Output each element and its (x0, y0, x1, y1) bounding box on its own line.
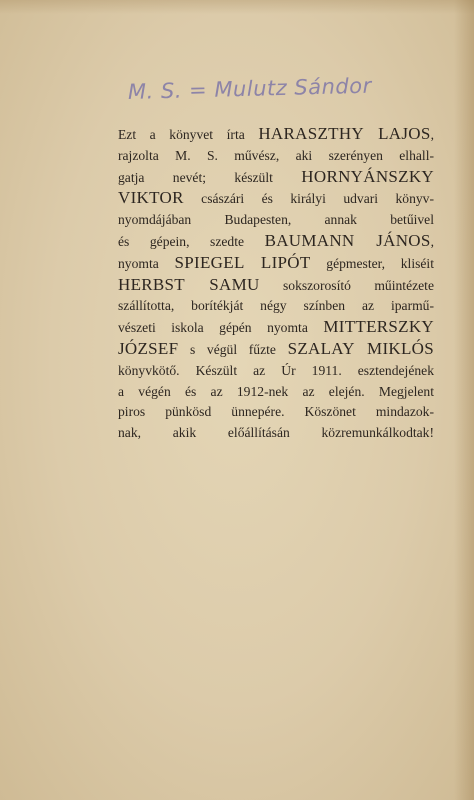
colophon-text-segment: , (430, 127, 434, 142)
colophon-text-segment: gatja nevét; készült (118, 169, 302, 185)
colophon-text-segment: piros pünkösd ünnepére. Köszönet mindazok- (118, 404, 434, 420)
person-name: MITTERSZKY (323, 317, 434, 337)
person-name: SZALAY MIKLÓS (287, 338, 434, 358)
handwritten-note: M. S. = Mulutz Sándor (127, 73, 372, 104)
colophon-text-segment: vészeti iskola gépén nyomta (118, 320, 324, 336)
colophon-text-segment: nak, akik előállításán közremunkálkodtak! (118, 425, 434, 441)
colophon-line (118, 167, 434, 189)
page-edge-shadow (454, 0, 474, 800)
colophon-text-segment: rajzolta M. S. művész, aki szerényen elhall- (118, 147, 434, 163)
person-name: SPIEGEL LIPÓT (174, 252, 311, 272)
colophon-line (118, 423, 434, 444)
colophon-line (118, 275, 434, 297)
person-name: JÓZSEF (118, 338, 179, 358)
colophon-text (118, 124, 434, 444)
colophon-text-segment: nyomdájában Budapesten, annak betűivel (118, 212, 434, 228)
colophon-text-segment: és gépein, szedte (118, 233, 265, 249)
colophon-text-segment: gépmester, kliséit (310, 255, 434, 271)
colophon-text-segment: császári és királyi udvari könyv- (183, 191, 434, 207)
colophon-text-segment: könyvkötő. Készült az Úr 1911. esztendejének (118, 362, 434, 378)
colophon-text-segment: , (430, 233, 435, 249)
colophon-line (118, 339, 434, 361)
colophon-text-segment: sokszorosító műintézete (259, 277, 434, 293)
colophon-line (118, 402, 434, 423)
colophon-text-segment: s végül fűzte (178, 341, 288, 357)
colophon-line (118, 210, 434, 231)
colophon-text-segment: nyomta (118, 255, 175, 271)
person-name: VIKTOR (118, 188, 184, 208)
page-top-shadow (0, 0, 474, 14)
colophon-text-segment: szállította, borítékját négy színben az iparmű- (118, 298, 434, 314)
person-name: HORNYÁNSZKY (301, 166, 434, 186)
colophon-line (118, 188, 434, 210)
colophon-text-segment: a végén és az 1912-nek az elején. Megjelent (118, 383, 434, 399)
colophon-line (118, 253, 434, 275)
colophon-line (118, 296, 434, 317)
colophon-line (118, 231, 434, 253)
person-name: BAUMANN JÁNOS (264, 230, 431, 250)
person-name: HARASZTHY LAJOS (258, 124, 431, 143)
colophon-line (118, 382, 434, 403)
colophon-line (118, 317, 434, 339)
colophon-text-segment: Ezt a könyvet írta (118, 127, 259, 142)
person-name: HERBST SAMU (118, 274, 260, 294)
colophon-line (118, 361, 434, 382)
colophon-line (118, 124, 434, 146)
colophon-line (118, 146, 434, 167)
